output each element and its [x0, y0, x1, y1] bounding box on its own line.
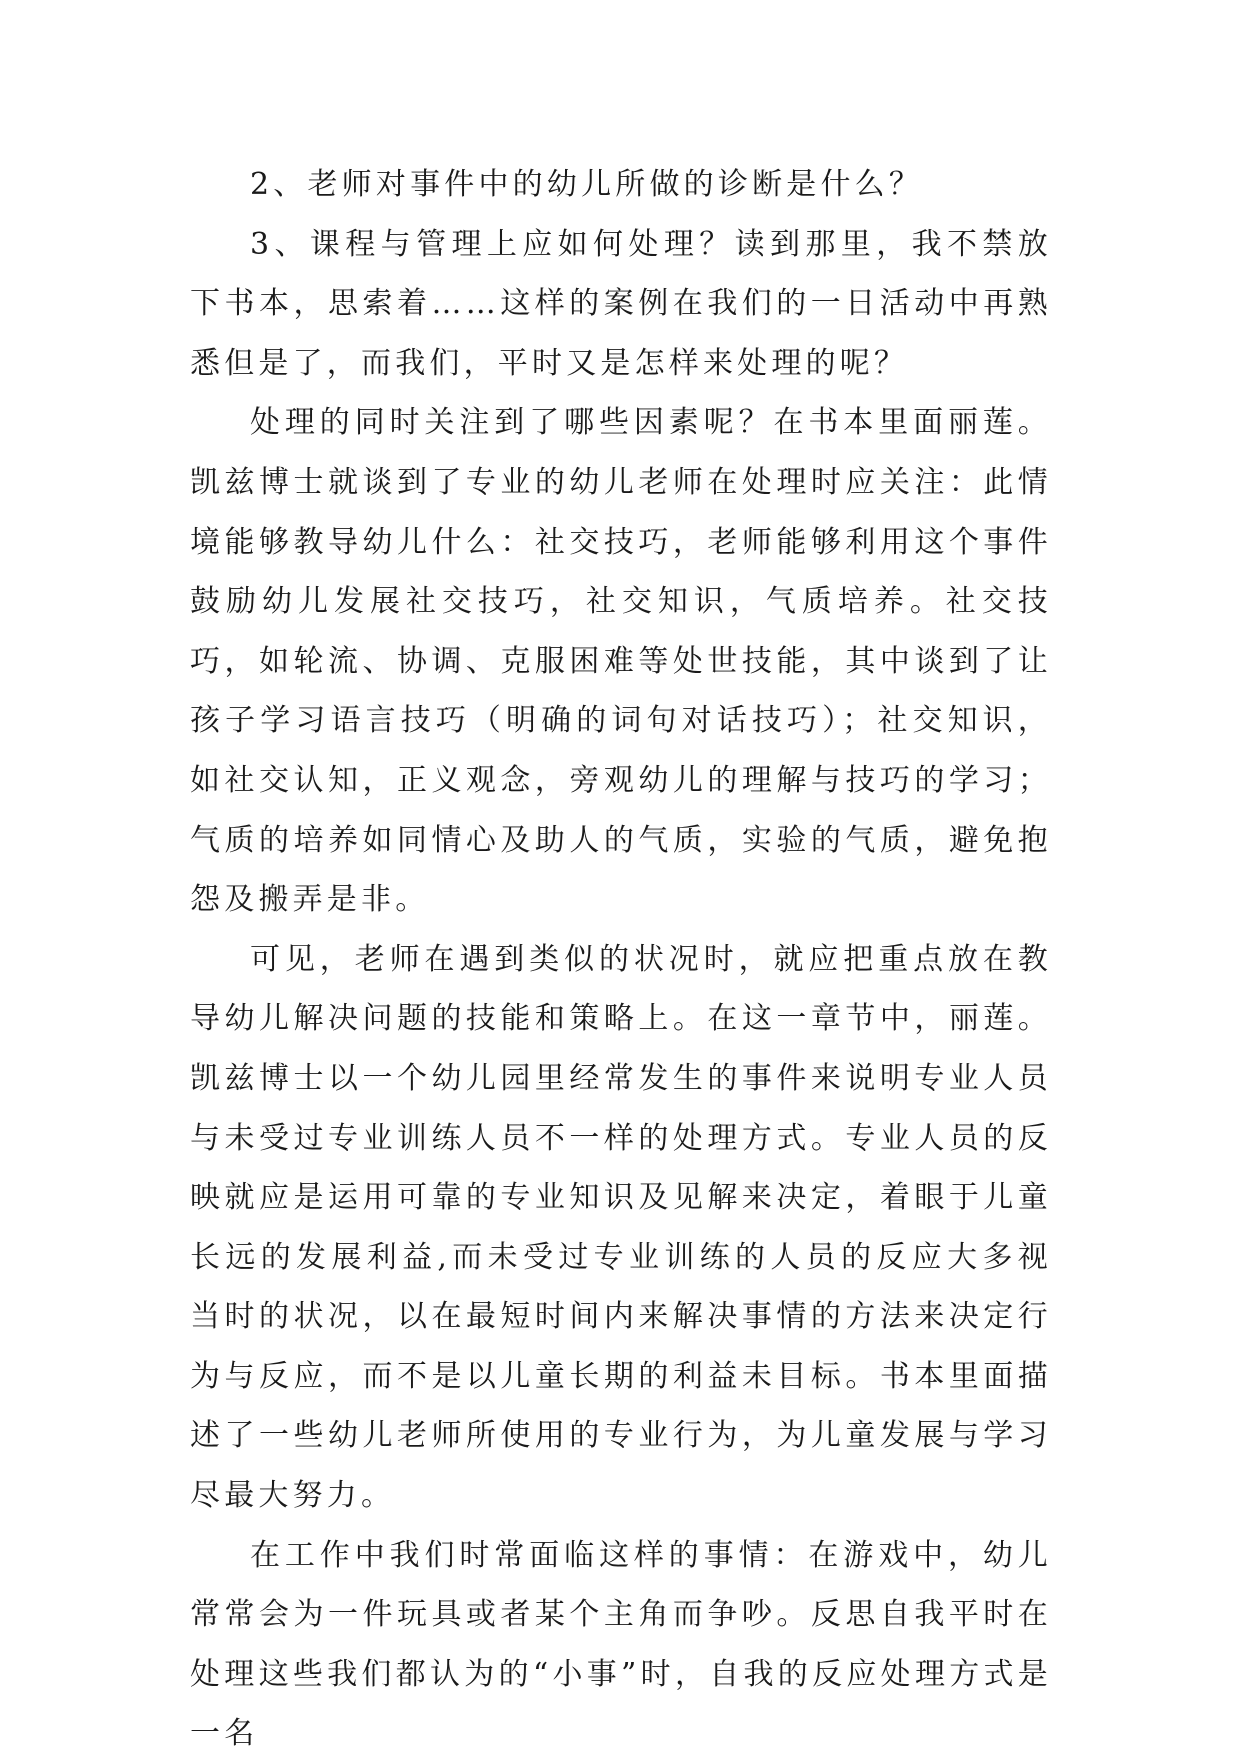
paragraph-question-3: 3、课程与管理上应如何处理？读到那里，我不禁放下书本，思索着……这样的案例在我们的一日活动中再熟悉但是了，而我们，平时又是怎样来处理的呢？: [190, 226, 1052, 381]
paragraph-question-2: 2、老师对事件中的幼儿所做的诊断是什么？: [250, 167, 924, 202]
paragraph-professional-response: 可见，老师在遇到类似的状况时，就应把重点放在教导幼儿解决问题的技能和策略上。在这一章节中，丽莲。凯兹博士以一个幼儿园里经常发生的事件来说明专业人员与未受过专业训练人员不一样的处理方式。专业人员的反映就应是运用可靠的专业知识及见解来决定，着眼于儿童长远的发展利益,而未受过专业训练的人员的反应大多视当时的状况，以在最短时间内来解决事情的方法来决定行为与反应，而不是以儿童长期的利益未目标。书本里面描述了一些幼儿老师所使用的专业行为，为儿童发展与学习尽最大努力。: [190, 941, 1052, 1514]
paragraph-work-reflection: 在工作中我们时常面临这样的事情：在游戏中，幼儿常常会为一件玩具或者某个主角而争吵。反思自我平时在处理这些我们都认为的“小事”时，自我的反应处理方式是一名: [190, 1537, 1052, 1752]
paragraph-factors: 处理的同时关注到了哪些因素呢？在书本里面丽莲。凯兹博士就谈到了专业的幼儿老师在处理时应关注：此情境能够教导幼儿什么：社交技巧，老师能够利用这个事件鼓励幼儿发展社交技巧，社交知识，气质培养。社交技巧，如轮流、协调、克服困难等处世技能，其中谈到了让孩子学习语言技巧（明确的词句对话技巧）；社交知识，如社交认知，正义观念，旁观幼儿的理解与技巧的学习；气质的培养如同情心及助人的气质，实验的气质，避免抱怨及搬弄是非。: [190, 405, 1052, 918]
document-body: [190, 155, 1052, 1764]
